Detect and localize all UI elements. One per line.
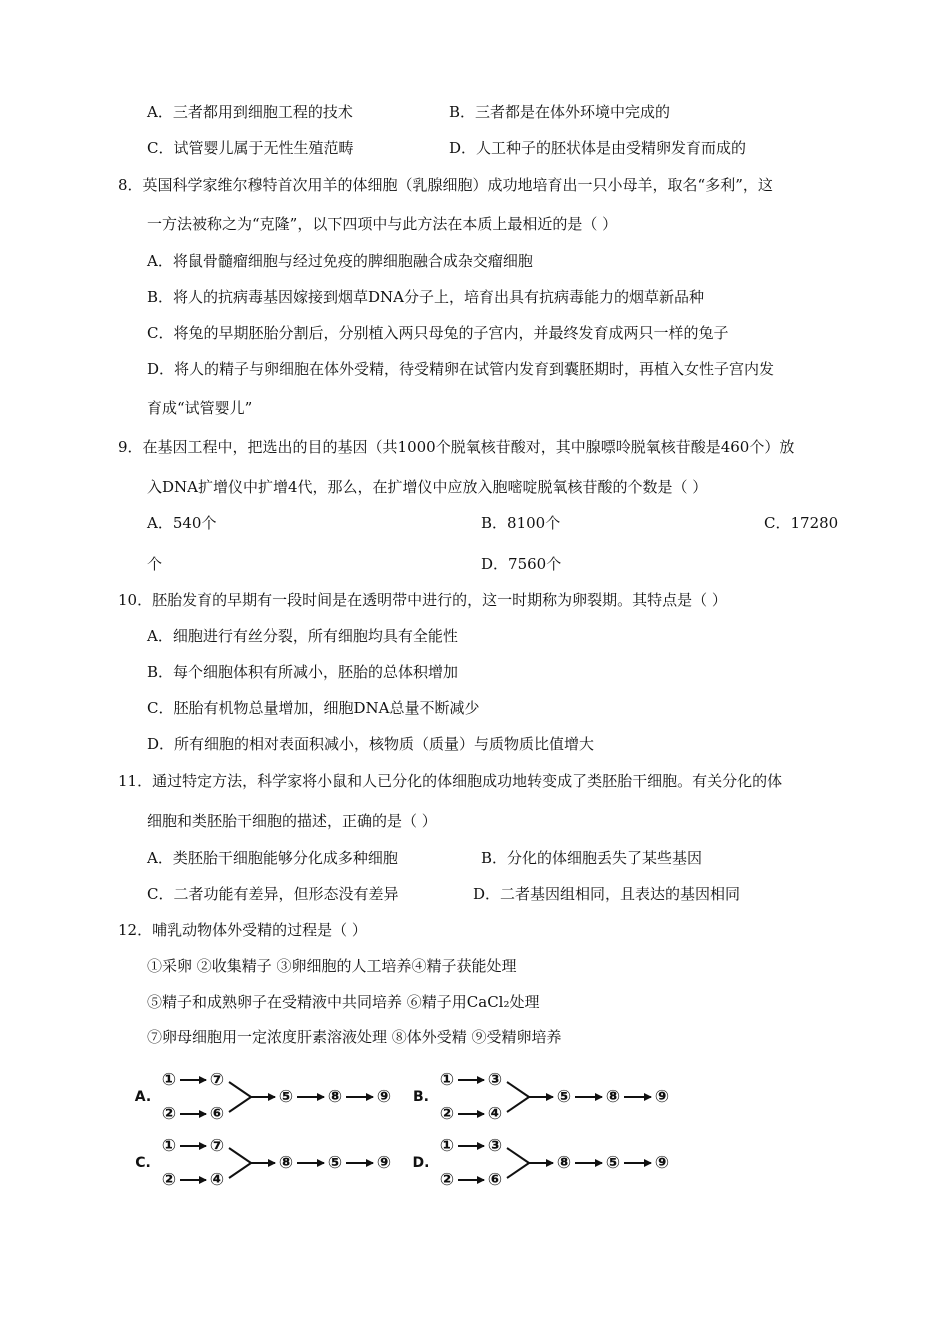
diagram-node: ⑨ bbox=[654, 1087, 670, 1107]
diagram-option-label: B. bbox=[413, 1089, 429, 1105]
q9-option-a: A．540个 bbox=[147, 514, 217, 532]
diagram-node: ⑥ bbox=[209, 1104, 225, 1124]
diagram-merge-line bbox=[507, 1082, 529, 1097]
q10-option-d: D．所有细胞的相对表面积减小，核物质（质量）与质物质比值增大 bbox=[147, 735, 595, 753]
diagram-option-b bbox=[413, 1070, 669, 1124]
diagram-merge-line bbox=[507, 1097, 529, 1112]
diagram-option-label: C. bbox=[135, 1155, 151, 1171]
diagram-node: ⑨ bbox=[376, 1153, 392, 1173]
diagram-node: ⑧ bbox=[327, 1087, 343, 1107]
diagram-merge-line bbox=[507, 1148, 529, 1163]
diagram-node: ② bbox=[161, 1104, 177, 1124]
diagram-node: ② bbox=[439, 1104, 455, 1124]
diagram-node: ⑤ bbox=[327, 1153, 343, 1173]
diagram-node: ⑦ bbox=[209, 1070, 225, 1090]
diagram-node: ④ bbox=[209, 1170, 225, 1190]
diagram-node: ③ bbox=[487, 1136, 503, 1156]
q8-stem-line1: 8．英国科学家维尔穆特首次用羊的体细胞（乳腺细胞）成功地培育出一只小母羊，取名“多利”，这 bbox=[118, 176, 773, 194]
q8-stem-line2: 一方法被称之为“克隆”，以下四项中与此方法在本质上最相近的是（ ） bbox=[147, 215, 618, 233]
diagram-node: ③ bbox=[487, 1070, 503, 1090]
q9-option-d: D．7560个 bbox=[481, 555, 562, 573]
q7-option-c: C．试管婴儿属于无性生殖范畴 bbox=[147, 139, 354, 157]
q10-stem: 10．胚胎发育的早期有一段时间是在透明带中进行的，这一时期称为卵裂期。其特点是（ ） bbox=[118, 591, 727, 609]
diagram-node: ⑧ bbox=[556, 1153, 572, 1173]
q10-option-a: A．细胞进行有丝分裂，所有细胞均具有全能性 bbox=[147, 627, 458, 645]
q8-option-d-line2: 育成“试管婴儿” bbox=[147, 399, 253, 417]
q11-option-b: B．分化的体细胞丢失了某些基因 bbox=[481, 849, 703, 867]
q11-option-a: A．类胚胎干细胞能够分化成多种细胞 bbox=[147, 849, 398, 867]
q9-stem-line2: 入DNA扩增仪中扩增4代，那么，在扩增仪中应放入胞嘧啶脱氧核苷酸的个数是（ ） bbox=[147, 478, 708, 496]
diagram-node: ⑨ bbox=[376, 1087, 392, 1107]
q12-steps-line1: ①采卵 ②收集精子 ③卵细胞的人工培养④精子获能处理 bbox=[147, 957, 517, 975]
q8-option-c: C．将兔的早期胚胎分割后，分别植入两只母兔的子宫内，并最终发育成两只一样的兔子 bbox=[147, 324, 729, 342]
diagram-merge-line bbox=[229, 1097, 251, 1112]
diagram-option-d bbox=[413, 1136, 670, 1190]
q7-option-a: A．三者都用到细胞工程的技术 bbox=[147, 103, 353, 121]
diagram-node: ⑦ bbox=[209, 1136, 225, 1156]
q11-option-d: D．二者基因组相同，且表达的基因相同 bbox=[473, 885, 741, 903]
diagram-option-a bbox=[135, 1070, 391, 1124]
diagram-node: ① bbox=[439, 1136, 455, 1156]
diagram-node: ② bbox=[439, 1170, 455, 1190]
q11-stem-line1: 11．通过特定方法，科学家将小鼠和人已分化的体细胞成功地转变成了类胚胎干细胞。有关分化的体 bbox=[118, 772, 783, 790]
q9-option-c-wrap: 个 bbox=[147, 555, 163, 573]
diagram-node: ⑥ bbox=[487, 1170, 503, 1190]
q12-steps-line2: ⑤精子和成熟卵子在受精液中共同培养 ⑥精子用CaCl₂处理 bbox=[147, 993, 540, 1011]
q8-option-d-line1: D．将人的精子与卵细胞在体外受精，待受精卵在试管内发育到囊胚期时，再植入女性子宫内发 bbox=[147, 360, 775, 378]
q12-steps-line3: ⑦卵母细胞用一定浓度肝素溶液处理 ⑧体外受精 ⑨受精卵培养 bbox=[147, 1028, 562, 1046]
diagram-node: ⑧ bbox=[278, 1153, 294, 1173]
diagram-option-c bbox=[135, 1136, 391, 1190]
q11-option-c: C．二者功能有差异，但形态没有差异 bbox=[147, 885, 399, 903]
diagram-node: ⑤ bbox=[605, 1153, 621, 1173]
q8-option-b: B．将人的抗病毒基因嫁接到烟草DNA分子上，培育出具有抗病毒能力的烟草新品种 bbox=[147, 288, 705, 306]
q12-stem: 12．哺乳动物体外受精的过程是（ ） bbox=[118, 921, 367, 939]
q7-option-d: D．人工种子的胚状体是由受精卵发育而成的 bbox=[449, 139, 747, 157]
diagram-merge-line bbox=[507, 1163, 529, 1178]
diagram-node: ① bbox=[439, 1070, 455, 1090]
q9-option-b: B．8100个 bbox=[481, 514, 561, 532]
q7-option-b: B．三者都是在体外环境中完成的 bbox=[449, 103, 671, 121]
q9-option-c: C．17280 bbox=[764, 514, 839, 532]
q10-option-c: C．胚胎有机物总量增加，细胞DNA总量不断减少 bbox=[147, 699, 480, 717]
diagram-node: ⑤ bbox=[278, 1087, 294, 1107]
diagram-node: ⑨ bbox=[654, 1153, 670, 1173]
diagram-option-label: A. bbox=[134, 1089, 152, 1105]
diagram-merge-line bbox=[229, 1082, 251, 1097]
q10-option-b: B．每个细胞体积有所减小，胚胎的总体积增加 bbox=[147, 663, 459, 681]
diagram-node: ① bbox=[161, 1070, 177, 1090]
diagram-option-label: D. bbox=[412, 1155, 430, 1171]
diagram-node: ① bbox=[161, 1136, 177, 1156]
q11-stem-line2: 细胞和类胚胎干细胞的描述，正确的是（ ） bbox=[147, 812, 437, 830]
diagram-node: ⑧ bbox=[605, 1087, 621, 1107]
diagram-merge-line bbox=[229, 1148, 251, 1163]
diagram-node: ⑤ bbox=[556, 1087, 572, 1107]
diagram-node: ④ bbox=[487, 1104, 503, 1124]
q9-stem-line1: 9．在基因工程中，把选出的目的基因（共1000个脱氧核苷酸对，其中腺嘌呤脱氧核苷酸是460个）放 bbox=[118, 438, 795, 456]
diagram-merge-line bbox=[229, 1163, 251, 1178]
q8-option-a: A．将鼠骨髓瘤细胞与经过免疫的脾细胞融合成杂交瘤细胞 bbox=[147, 252, 533, 270]
diagram-node: ② bbox=[161, 1170, 177, 1190]
